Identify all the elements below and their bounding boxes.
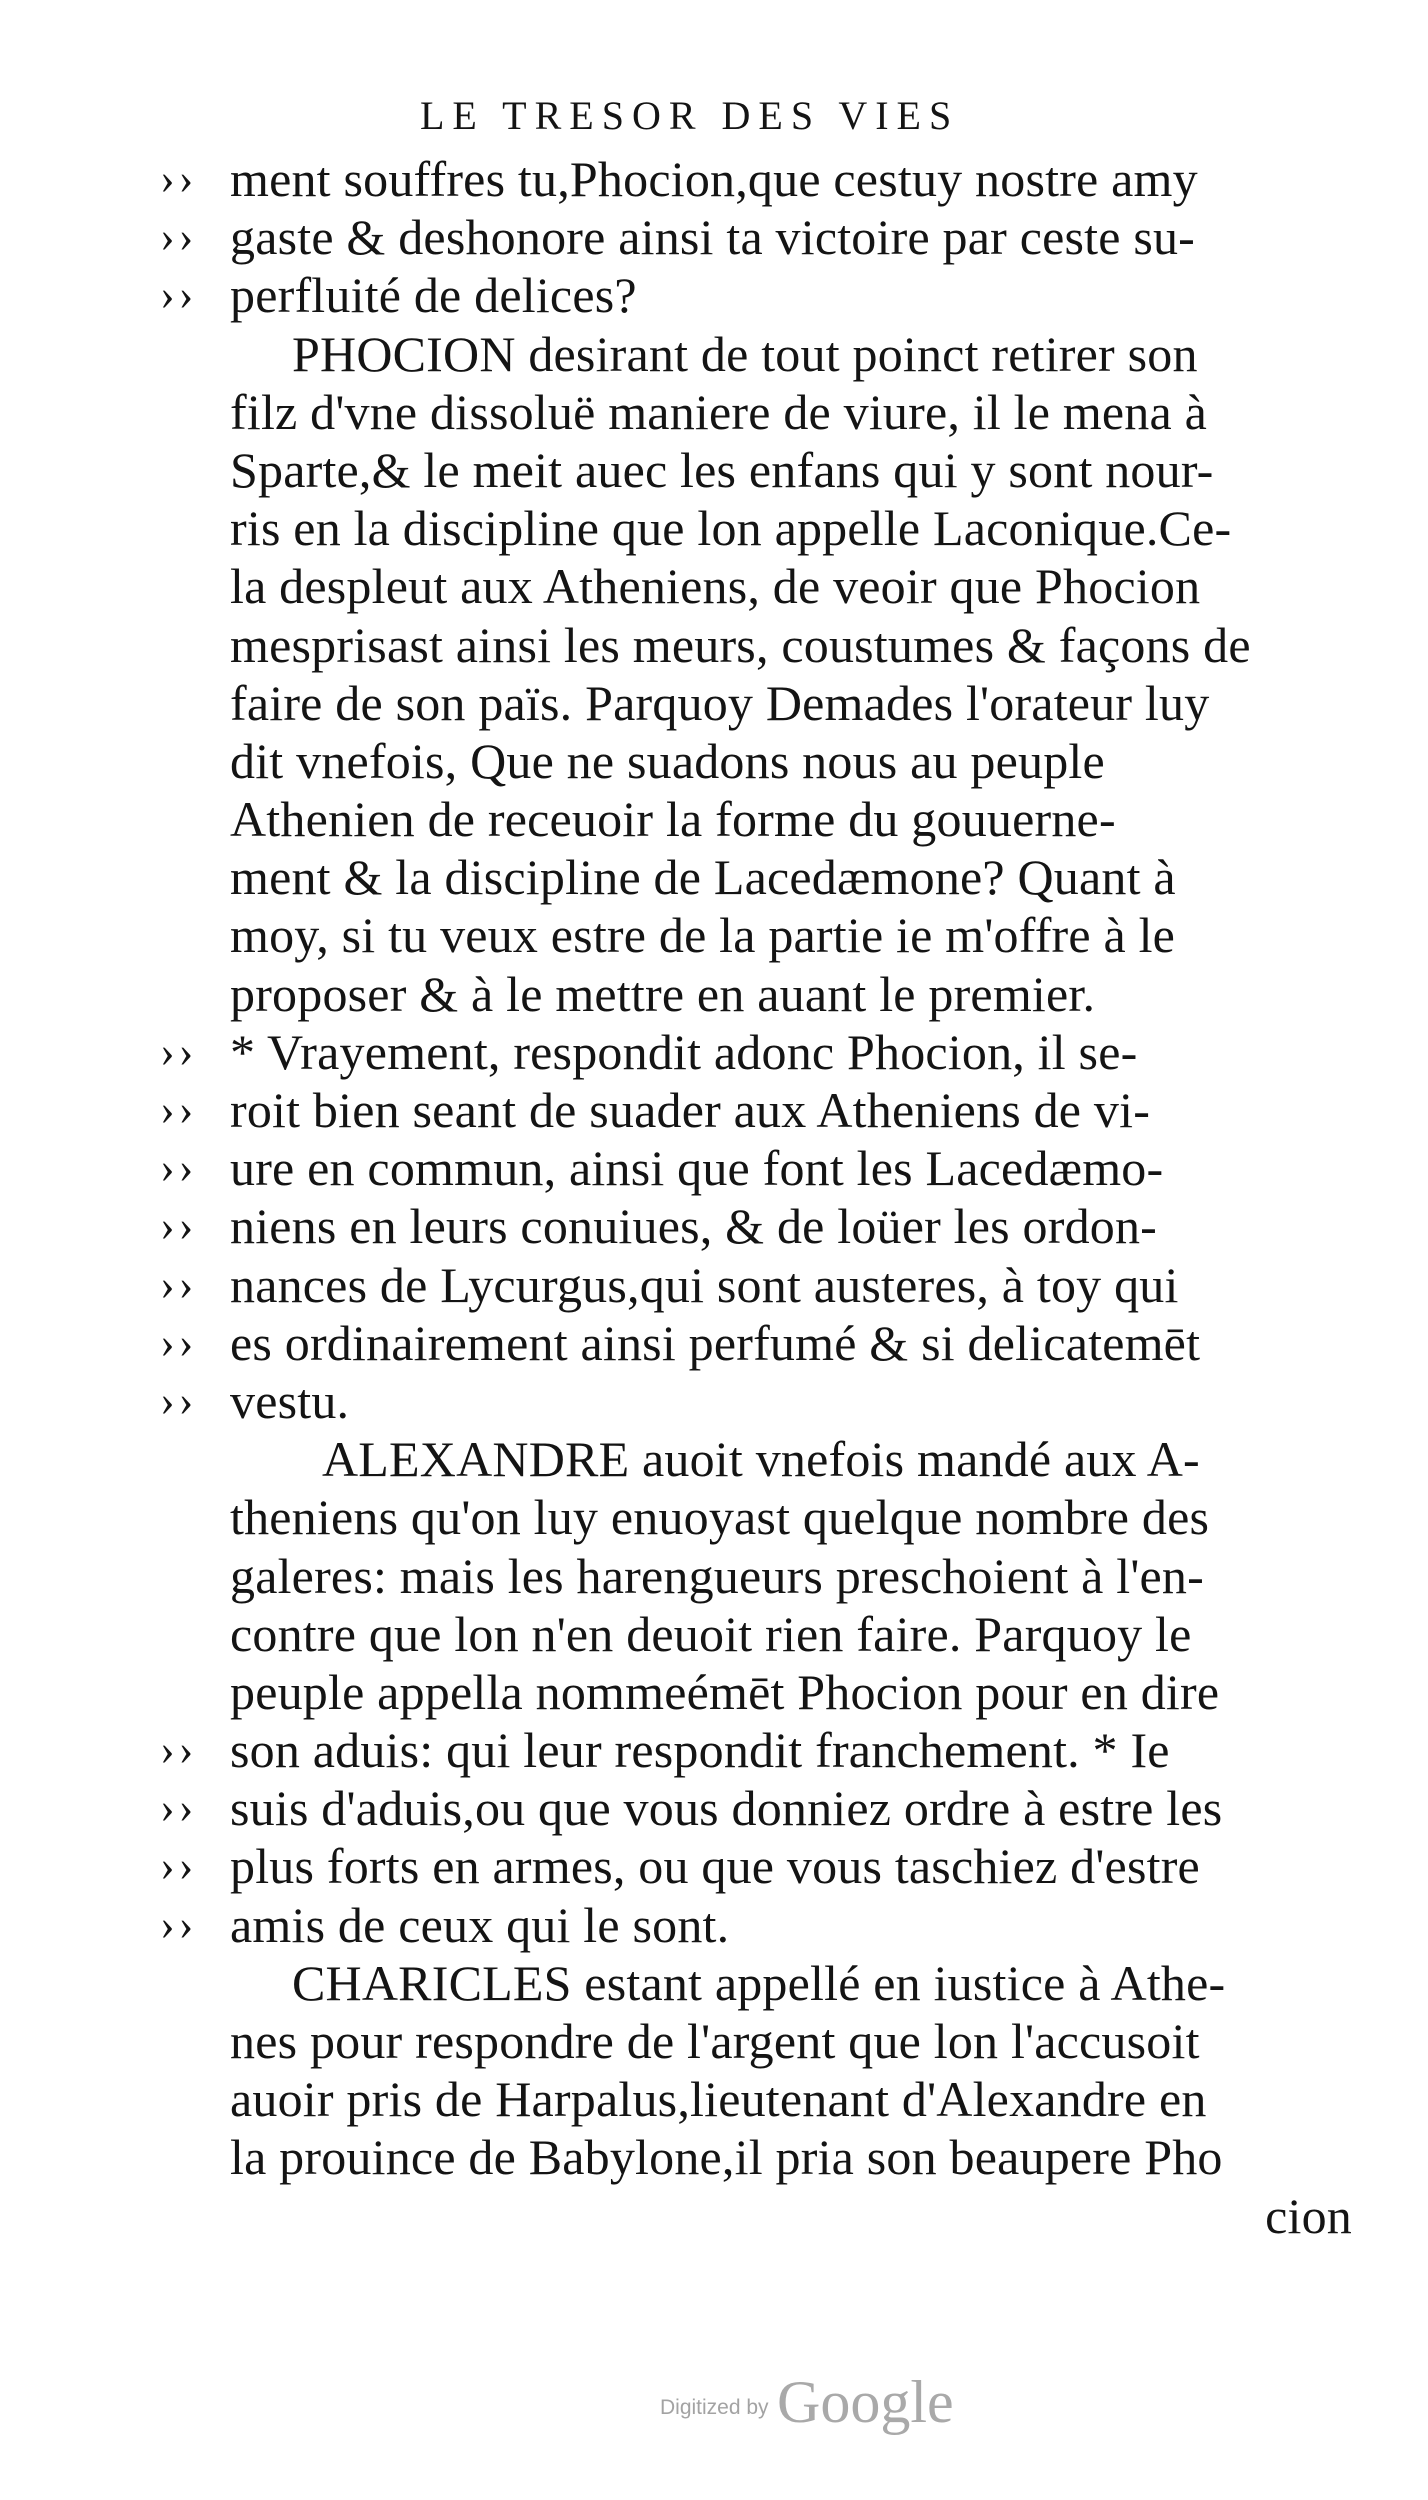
text-line xyxy=(230,848,1380,906)
text-line xyxy=(230,2012,1380,2070)
text-line xyxy=(160,1372,1380,1430)
text-line xyxy=(160,1256,1380,1314)
line-text: gaste & deshonore ainsi ta victoire par ceste su- xyxy=(230,209,1196,266)
text-line xyxy=(230,616,1380,674)
digitized-by-label: Digitized by xyxy=(660,2396,769,2419)
line-text: la prouince de Babylone,il pria son beaupere Pho xyxy=(230,2129,1223,2186)
text-line xyxy=(160,1023,1380,1081)
line-text: galeres: mais les harengueurs preschoient à l'en- xyxy=(230,1547,1204,1604)
line-text: amis de ceux qui le sont. xyxy=(230,1896,730,1953)
text-line xyxy=(230,790,1380,848)
line-text: ment & la discipline de Lacedæmone? Quant à xyxy=(230,849,1176,906)
line-text: Athenien de receuoir la forme du gouuerne- xyxy=(230,791,1116,848)
text-line xyxy=(230,1430,1380,1488)
line-text: theniens qu'on luy enuoyast quelque nombre des xyxy=(230,1489,1210,1546)
quotation-marker: ›› xyxy=(160,1375,198,1425)
quotation-marker: ›› xyxy=(160,1725,198,1775)
quotation-marker: ›› xyxy=(160,154,198,203)
quotation-marker: ›› xyxy=(160,1317,198,1367)
line-text: peuple appella nommeémēt Phocion pour en dire xyxy=(230,1663,1220,1720)
text-line xyxy=(230,1663,1380,1721)
line-text: dit vnefois, Que ne suadons nous au peuple xyxy=(230,732,1105,789)
text-line xyxy=(160,1779,1380,1837)
text-line xyxy=(230,1954,1380,2012)
quotation-marker: ›› xyxy=(160,1143,198,1193)
quotation-marker: ›› xyxy=(160,1085,198,1134)
line-text: filz d'vne dissoluë maniere de viure, il le mena à xyxy=(230,383,1207,440)
line-text: nances de Lycurgus,qui sont austeres, à toy qui xyxy=(230,1256,1179,1313)
text-line xyxy=(230,2128,1380,2186)
text-line xyxy=(160,266,1380,324)
quotation-marker: ›› xyxy=(160,1026,198,1076)
text-line xyxy=(230,2070,1380,2128)
text-line xyxy=(230,906,1380,964)
line-text: ris en la discipline que lon appelle Laconique.Ce- xyxy=(230,500,1232,557)
quotation-marker: ›› xyxy=(160,1841,198,1891)
text-line xyxy=(230,441,1380,499)
text-line xyxy=(160,1197,1380,1255)
quotation-marker: ›› xyxy=(160,212,198,262)
line-text: cion xyxy=(1265,2187,1352,2244)
line-text: mesprisast ainsi les meurs, coustumes & façons de xyxy=(230,616,1251,673)
line-text: plus forts en armes, ou que vous taschiez d'estre xyxy=(230,1838,1200,1895)
text-line xyxy=(230,383,1380,441)
line-text: perfluité de delices? xyxy=(230,267,637,324)
page-body-text xyxy=(160,150,1380,2245)
text-line xyxy=(160,1837,1380,1895)
quotation-marker: ›› xyxy=(160,1259,198,1309)
line-text: son aduis: qui leur respondit franchement. * Ie xyxy=(230,1722,1170,1779)
line-text: proposer & à le mettre en auant le premier. xyxy=(230,965,1096,1022)
text-line xyxy=(230,2187,1380,2245)
line-text: * Vrayement, respondit adonc Phocion, il se- xyxy=(230,1023,1138,1080)
line-text: es ordinairement ainsi perfumé & si delicatemēt xyxy=(230,1314,1201,1371)
line-text: ment souffres tu,Phocion,que cestuy nostre amy xyxy=(230,151,1198,207)
line-text: auoir pris de Harpalus,lieutenant d'Alexandre en xyxy=(230,2071,1207,2128)
quotation-marker: ›› xyxy=(160,270,198,320)
text-line xyxy=(230,557,1380,615)
line-text: faire de son païs. Parquoy Demades l'orateur luy xyxy=(230,674,1210,731)
text-line xyxy=(160,1721,1380,1779)
line-text: Sparte,& le meit auec les enfans qui y sont nour- xyxy=(230,441,1214,498)
text-line xyxy=(230,1488,1380,1546)
text-line xyxy=(230,1605,1380,1663)
text-line xyxy=(160,150,1380,208)
text-line xyxy=(160,1896,1380,1954)
line-text: roit bien seant de suader aux Atheniens de vi- xyxy=(230,1082,1151,1138)
text-line xyxy=(230,965,1380,1023)
text-line xyxy=(230,499,1380,557)
text-line xyxy=(160,1314,1380,1372)
line-text: nes pour respondre de l'argent que lon l'accusoit xyxy=(230,2013,1200,2069)
line-text: moy, si tu veux estre de la partie ie m'offre à le xyxy=(230,907,1176,964)
text-line xyxy=(230,1547,1380,1605)
quotation-marker: ›› xyxy=(160,1201,198,1251)
line-text: ALEXANDRE auoit vnefois mandé aux A- xyxy=(322,1431,1200,1488)
quotation-marker: ›› xyxy=(160,1783,198,1833)
line-text: suis d'aduis,ou que vous donniez ordre à estre les xyxy=(230,1780,1223,1837)
google-logo: Google xyxy=(777,2369,954,2435)
text-line xyxy=(160,1081,1380,1139)
line-text: niens en leurs conuiues, & de loüer les ordon- xyxy=(230,1198,1158,1255)
text-line xyxy=(160,1139,1380,1197)
text-line xyxy=(230,674,1380,732)
text-line xyxy=(230,732,1380,790)
line-text: PHOCION desirant de tout poinct retirer son xyxy=(292,325,1198,382)
line-text: contre que lon n'en deuoit rien faire. Parquoy le xyxy=(230,1605,1192,1662)
line-text: CHARICLES estant appellé en iustice à Athe- xyxy=(292,1954,1226,2011)
line-text: la despleut aux Atheniens, de veoir que Phocion xyxy=(230,558,1201,615)
line-text: ure en commun, ainsi que font les Lacedæmo- xyxy=(230,1140,1164,1197)
running-header: LE TRESOR DES VIES xyxy=(420,93,960,138)
text-line xyxy=(230,325,1380,383)
text-line xyxy=(160,208,1380,266)
digitization-footer xyxy=(660,2368,954,2437)
line-text: vestu. xyxy=(230,1372,350,1429)
quotation-marker: ›› xyxy=(160,1899,198,1949)
